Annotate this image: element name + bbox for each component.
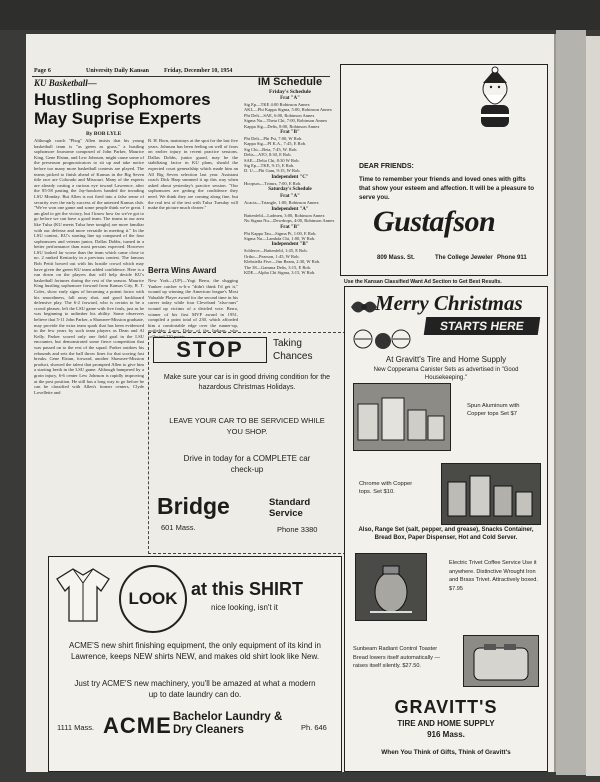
look-circle [119,565,187,633]
stop-box [153,337,267,363]
im-sections [244,96,336,275]
bridge-line2: LEAVE YOUR CAR TO BE SERVICED WHILE YOU SHOP. [169,416,325,436]
trivet-photo [355,553,427,621]
gravitt-ad [344,286,548,772]
im-game-line: AKL—Phi Kappa Sigma, 5:00, Robinson Annex [244,107,332,113]
im-game-line: Phi Delt—SAE, 6:00, Robinson Annex [244,112,315,118]
im-game-line: Phi Kappa Tau—Sigma Pi, 1:00, E Rob. [244,230,317,236]
im-game-line: Sig Ep—TKE, 9:15, E Rob. [244,163,295,169]
chrome-photo [441,463,541,525]
page-edge-outer [586,36,600,776]
look-text: LOOK [128,589,178,608]
im-game-line: Sig Chi—Beta, 7:45, W. Rob. [244,146,298,152]
story-kicker: KU Basketball— [34,78,97,88]
gustafson-message: Time to remember your friends and loved ones with gifts that show your esteem and affection. It will be a pleasure to serve you. [359,176,535,201]
spun-aluminum-photo [353,383,451,451]
story-headline: Hustling Sophomores May Suprise Experts [34,90,211,128]
gravitt-address: 916 Mass. [427,730,465,739]
starts-banner: STARTS HERE [424,317,541,335]
ornaments-icon [351,321,413,351]
acme-para2: Just try ACME'S new machinery, you'll be amazed at what a modern up to date laundry can do. [74,679,316,699]
trivet-caption: Electric Trivet Coffee Service Use it anywhere. Distinctive Wrought Iron and Brass Trivet. Attractively boxed. $7.95 [449,560,538,592]
bridge-service: Standard Service [269,497,311,519]
page-number: Page 6 [34,68,51,74]
toaster-icon [464,636,538,686]
chrome-caption: Chrome with Copper tops. Set $10. [359,481,413,495]
im-section-head: Independent "C" [271,174,309,180]
im-game-line: Ortho—Pearson, 1:45, W Rob. [244,253,300,259]
gravitt-logo: GRAVITT'S [394,697,498,717]
im-game-line: Hoopsos—Trimrs, 7:00, E Rob. [244,180,302,186]
sub-headline: Berra Wins Award [148,266,217,275]
bridge-ad [148,332,346,554]
range-set-line: Also, Range Set (salt, pepper, and grease), Snacks Container, Bread Box, Paper Dispenser, Hot and Cold Server. [358,527,534,541]
bridge-address: 601 Mass. [161,523,196,532]
spun-caption: Spun Aluminum with Copper tops Set $7 [467,403,520,417]
acme-name: Bachelor Laundry & Dry Cleaners [173,711,283,736]
gravitt-new-line: New Copperama Canister Sets as advertised in "Good Housekeeping." [373,367,519,381]
merry-text: Merry Christmas [375,291,523,315]
im-section-head: Independent "B" [271,242,309,248]
im-game-line: Acacia—Triangle, 1:00, Robinson Annex [244,200,319,206]
stop-side: Taking Chances [273,338,313,362]
im-section-head: Saturday's Schedule [268,187,312,193]
santa-icon [469,69,521,131]
paper-name: University Daily Kansan [86,68,150,74]
im-section-head: Frat "A" [280,96,300,101]
newspaper-page [26,34,556,772]
im-game-line: Sigma Nu—Theta Chi, 7:00, Robinson Annex [244,118,328,124]
gustafson-greeting: DEAR FRIENDS: [359,163,414,170]
im-game-line: Phi Delt—Phi Psi, 7:00, W Rob. [244,136,303,142]
im-game-line: The 38—Gamma Delts, 3:15, E Rob. [244,264,311,270]
gravitt-footer: When You Think of Gifts, Think of Gravitt's [381,749,511,756]
classified-line: Use the Kansan Classified Want Ad Section to Get Best Results. [344,279,502,285]
gustafson-ad [340,64,548,276]
top-shadow [0,0,600,30]
shirt-subline: nice looking, isn't it [211,603,278,612]
bridge-logo: Bridge [157,493,230,519]
gravitt-at-line: At Gravitt's Tire and Home Supply [385,355,507,364]
im-game-line: SAE—Delta Chi, 8:30 W Rob. [244,157,300,163]
im-section-head: Frat "A" [280,194,300,200]
shirt-icon [55,565,111,623]
acme-para1: ACME'S new shirt finishing equipment, the only equipment of its kind in Lawrence, keeps NEW shirts NEW, and makes old shirt look like New. [69,641,321,661]
im-game-line: Kappa Sig—PI K.A., 7:45, E Rob. [244,141,307,147]
acme-logo: ACME [103,713,172,738]
gustafson-tagline: The College Jeweler [435,255,493,261]
im-game-line: Kappa Sig—Delts, 8:00, Robinson Annex [244,123,320,129]
im-game-line: KDE—Alpha Chi Sigma, 3:15, W Rob. [244,269,316,275]
toaster-caption: Sunbeam Radiant Control Toaster Bread lowers itself automatically — raises itself silently. $27.50. [353,646,441,669]
im-game-line: Schlerce—Battenfeld, 1:45, E Rob. [244,248,308,254]
page-edge [556,30,586,775]
toaster-photo [463,635,539,687]
coffee-server-icon [356,554,426,620]
canister-set-icon [354,384,450,450]
im-game-line: Sigma Nu—Lambda Chi, 1:00, W Rob. [244,235,316,241]
sub-story: New York—(UP)—Yogi Berra, the slugging Yankee catcher w-h-o "didn't think I'd get it," wound up winning the American league's Most Valuable Player award for the second time in his career today while four Cleveland "also-rans" wound up victims of a divided vote. Berra, winner of his first MVP award in 1951, compiled a point total of 230, which afforded him a comfortable edge over the runner-up, outfielder Larry Doby of the Indians, who collected 210 points. [148,278,238,339]
gustafson-address: 809 Mass. St. [377,255,415,261]
acme-phone: Ph. 646 [301,723,327,732]
bridge-line1: Make sure your car is in good driving condition for the hazardous Christmas Holidays. [163,374,331,391]
gustafson-logo: Gustafson [373,205,496,238]
story-column-2: B. H. Born, mainstays at the spot for the last five years. Johnson has been feeling on well of fears on earlier injury in recent practice sessions. Dallas Dobbs, junior guard, may be the stabilizing factor in KU plans, should the expected court generalship which made him an All Big Seven selection last year. Assistant coach Dick Harp summed it up this way when asked about yesterday's practice session. "Our sophomores are getting the confidence they need. We think they are coming along fine, but the real test of the test with Tulsa Tuesday will make the picture much clearer." [148,138,238,211]
bridge-phone: Phone 3380 [277,525,318,534]
im-subtitle: Friday's Schedule [268,89,312,95]
im-game-line: D. U.—Phi Gam, 9:15, W Rob. [244,168,301,174]
stop-title: STOP [176,337,244,362]
shirt-headline: at this SHIRT [191,579,304,599]
im-section-head: Frat "B" [280,224,300,230]
im-game-line: Klebsiella Five—Jim Beam, 2:30, W Rob. [244,259,321,265]
bridge-line3: Drive in today for a COMPLETE car check-up [183,454,311,474]
story-byline: By BOB LYLE [86,131,122,137]
im-game-line: Sig Ep—TKE 4:00 Robinson Annex [244,102,310,107]
im-section-head: Frat "B" [280,130,300,136]
issue-date: Friday, December 10, 1954 [164,68,233,74]
chrome-canister-icon [442,464,540,524]
im-section-head: Independent "A" [271,206,309,212]
im-game-line: Battenfeld—Ladmen, 3:00, Robinson Annex [244,212,325,218]
im-game-line: Nu Sigma Nu—Dewdrops, 4:00, Robinson Annex [244,218,335,224]
acme-ad [48,556,342,772]
im-title: IM Schedule [257,76,323,88]
acme-address: 1111 Mass. [57,723,95,732]
gustafson-phone: Phone 911 [497,255,527,261]
story-column-1: Although coach "Phog" Allen insists that his young basketball team is "as green as grass," a hustling sophomore foursome composed of John Parker, Maurice King, Gene Elstun, and Lew Johnson, might cause some of the preseason prognosticators to sit up and take notice before too many more basketball contests are played. The teams picked to finish ahead of Kansas in the Big Seven title race are Colorado and Missouri. Many of the experts are already casting a curious eye toward Lawrence, after the 85-58 pasting the Jay-hawkers handed the invading LSU Monday. But Allen is not fired into a false sense of security over the early success of the untested Kansas club. "We've won one game and some people think we're great. I am glad to get the victory, but I know how far we've got to go before we can have a good team. The teams in our area like Tulsa (KU meets Tulsa here tonight) are more familiar with our defense and more versatile in meeting it." In the LSU contest, KU's starting line up composed of the four sophomores and veteran junior, Dallas Dobbs, turned in a better performance than most persons expected. However LSU looked far worse than the team which came close to no. 2 ranked Kentucky in a previous contest. The famous Bob Pettit bowed out with his hostile crowd which may have given the green KU team added confidence. Here is a run down on the players that will help decide KU's basketball fortunes during the rest of the season. Maurice King hustling sophomore forward from Kansas City, R. T. Coles, show early signs of becoming a potent factor with his smoothness, fall away shot, and good backboard defensive play. The 6-2 forward, who is certain to be a crowd pleaser, left the LSU game with five fouls, just as he was beginning to unlimber his ability. Some observers believe that 5-11 John Parker, a Shawnee-Mission graduate, may provide the extra team spark that has been evidenced in the few years by such team players as Dean and Al Kelly. Parker scored only one field goal in the LSU encounter, but demonstrated some fierce competition that was passed on to the rest of the squad. Parker outdoes his rebounds and sets the ball throw lines for that scoring fast breaks. Gene Elstun, forward, another Shawnee-Mission product, showed the talent that prompted Allen to give him a starting berth in the LSU game. Although hampered by a groin injury, 6-6 center Lew Johnson is rapidly improving at the post position. He still has a long way to go before he can be classified with Allen's former centers, Clyde Lovellette and [34,138,144,395]
im-game-line: Delts—ATO, 8:30, E Rob. [244,152,292,158]
im-schedule [244,76,336,336]
gravitt-sub: TIRE AND HOME SUPPLY [397,719,495,728]
